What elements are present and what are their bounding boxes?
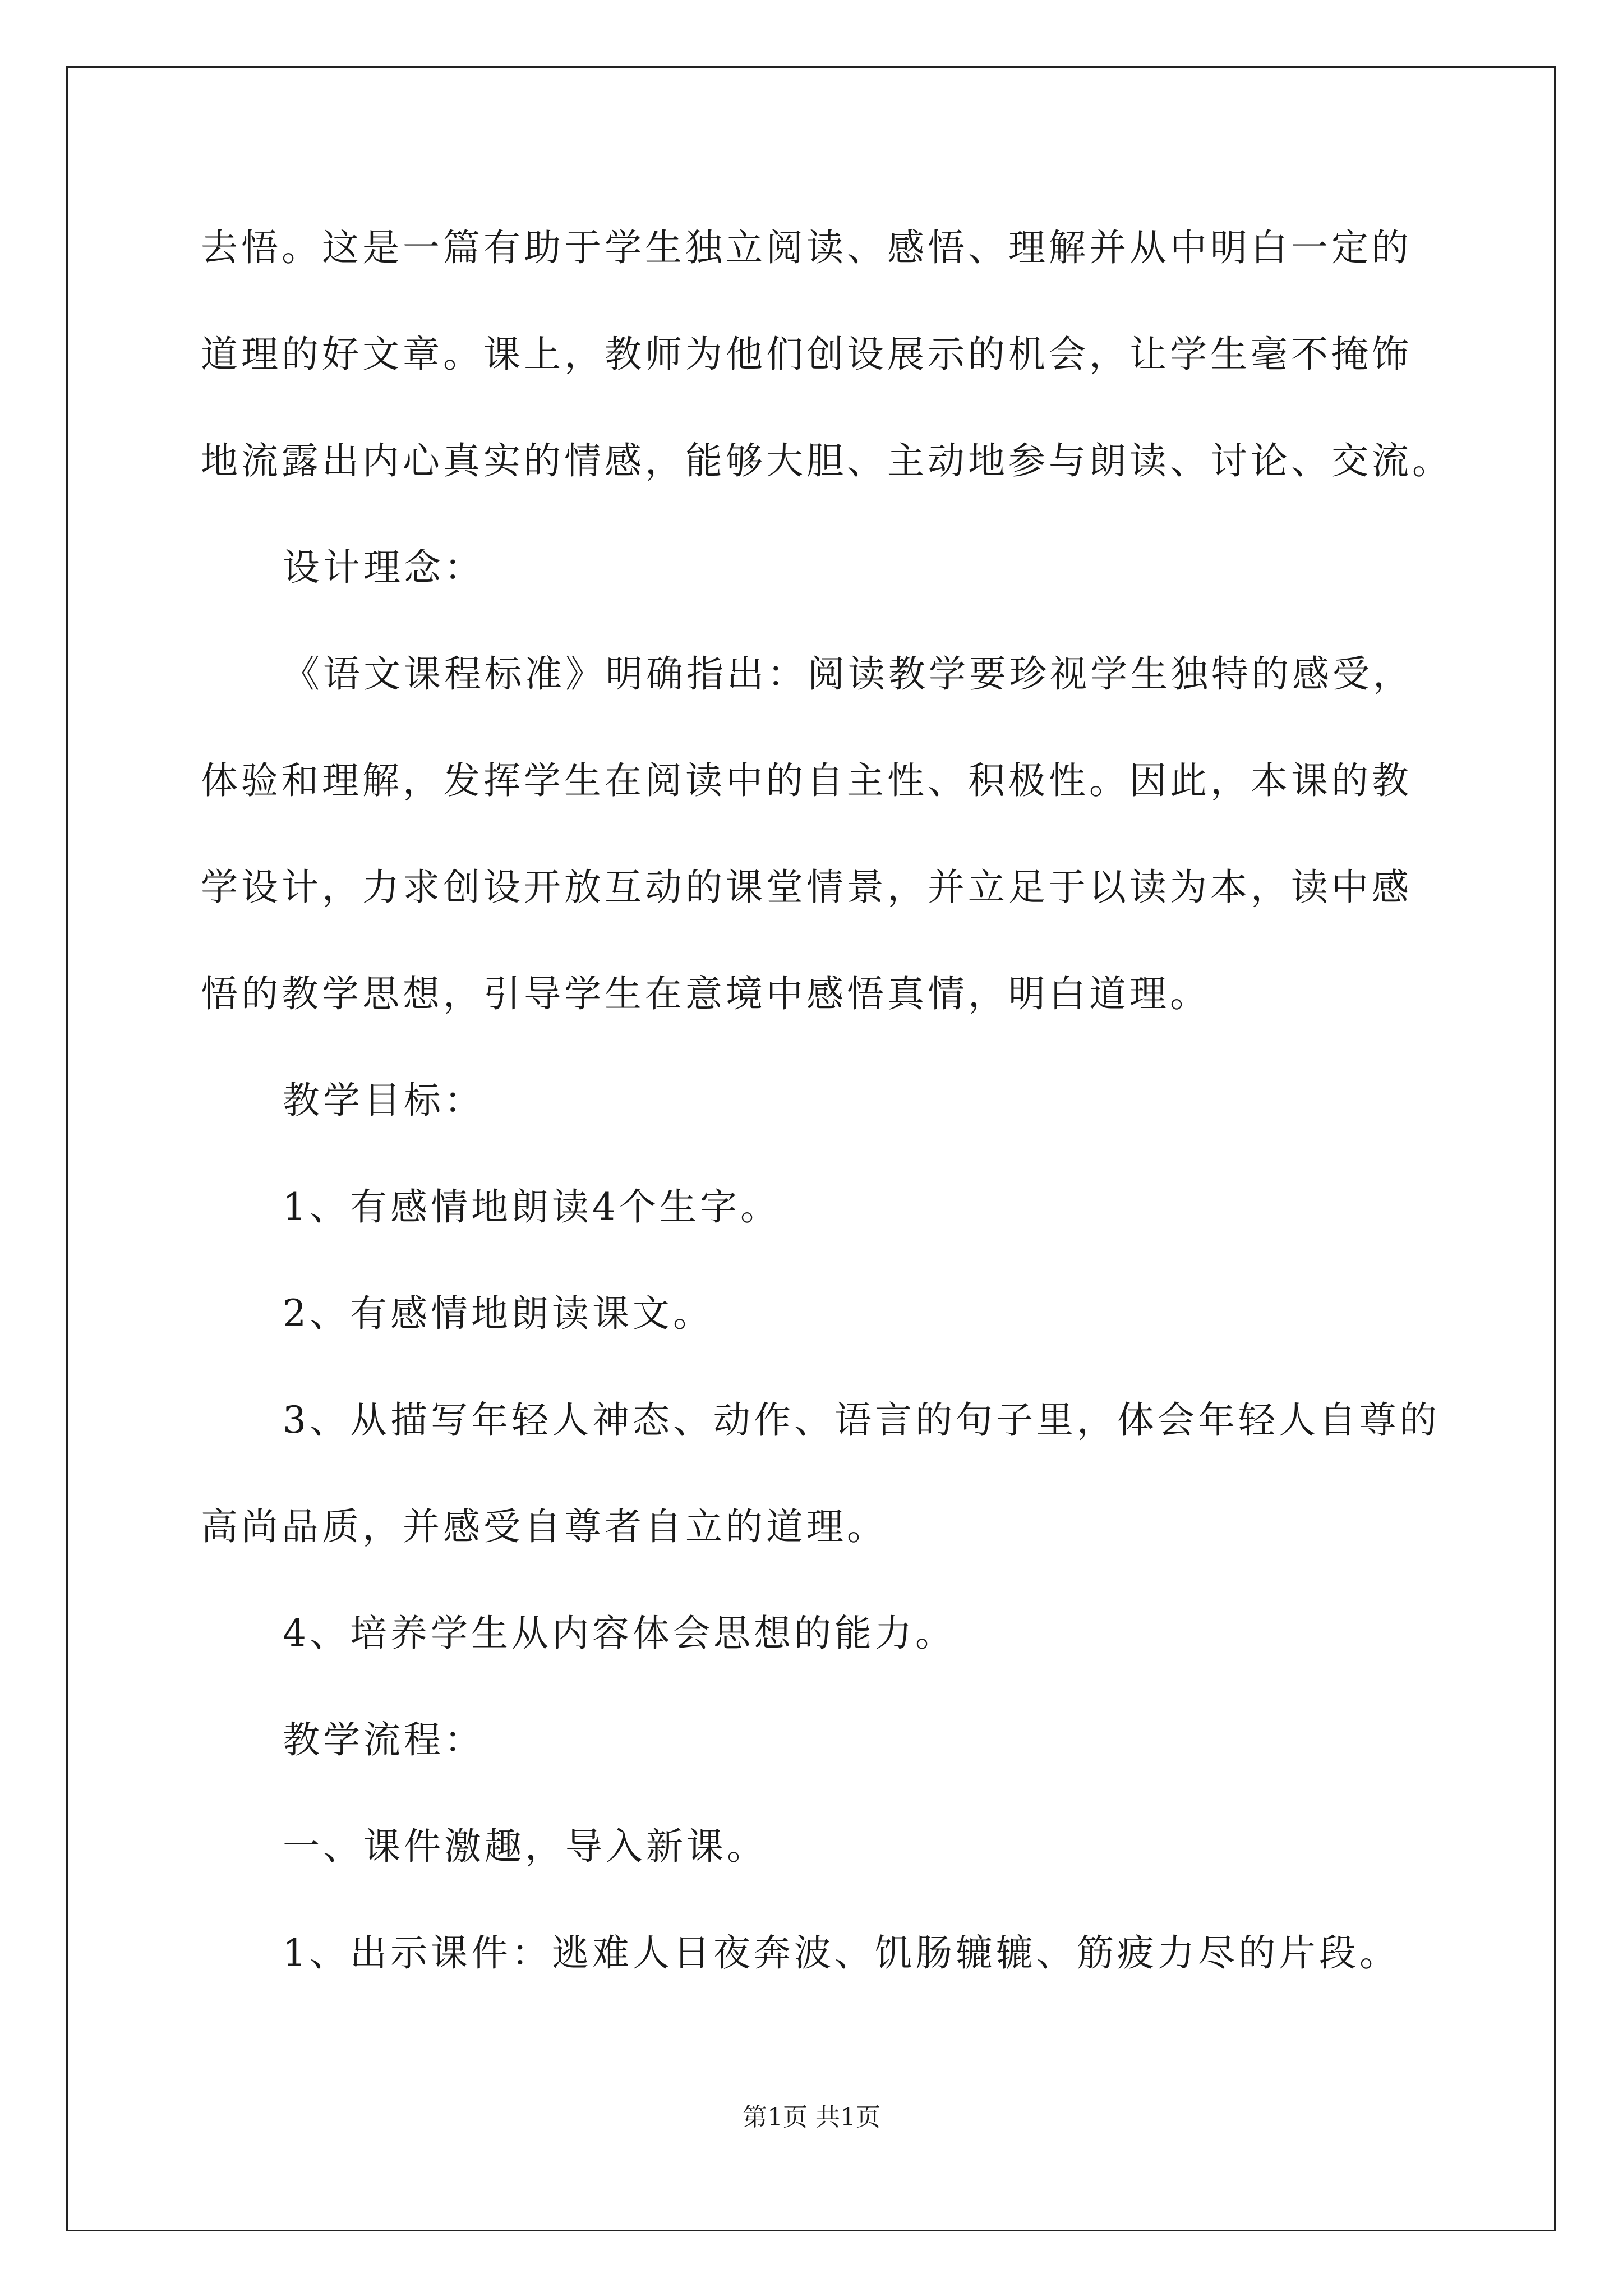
list-item: 2、有感情地朗读课文。: [283, 1292, 713, 1335]
section-heading: 教学流程：: [283, 1718, 485, 1761]
page-border: [66, 66, 1556, 2231]
paragraph-line: 《语文课程标准》明确指出：阅读教学要珍视学生独特的感受，: [283, 652, 1413, 696]
list-item-continuation: 高尚品质，并感受自尊者自立的道理。: [201, 1505, 887, 1548]
paragraph-line: 学设计，力求创设开放互动的课堂情景，并立足于以读为本，读中感: [201, 866, 1412, 909]
list-item: 3、从描写年轻人神态、动作、语言的句子里，体会年轻人自尊的: [283, 1398, 1440, 1442]
paragraph-line: 地流露出内心真实的情感，能够大胆、主动地参与朗读、讨论、交流。: [201, 439, 1453, 482]
paragraph-line: 体验和理解，发挥学生在阅读中的自主性、积极性。因此，本课的教: [201, 759, 1412, 802]
paragraph-line: 悟的教学思想，引导学生在意境中感悟真情，明白道理。: [201, 972, 1210, 1015]
section-heading: 教学目标：: [283, 1079, 485, 1122]
section-heading: 设计理念：: [283, 546, 485, 589]
list-item: 1、有感情地朗读4个生字。: [283, 1185, 781, 1228]
page-footer: 第1页 共1页: [743, 2103, 880, 2132]
paragraph-line: 去悟。这是一篇有助于学生独立阅读、感悟、理解并从中明白一定的: [201, 226, 1412, 269]
subsection-heading: 一、课件激趣，导入新课。: [283, 1825, 767, 1868]
paragraph-line: 道理的好文章。课上，教师为他们创设展示的机会，让学生毫不掩饰: [201, 333, 1412, 376]
list-item: 4、培养学生从内容体会思想的能力。: [283, 1612, 956, 1655]
list-item: 1、出示课件：逃难人日夜奔波、饥肠辘辘、筋疲力尽的片段。: [283, 1931, 1400, 1975]
